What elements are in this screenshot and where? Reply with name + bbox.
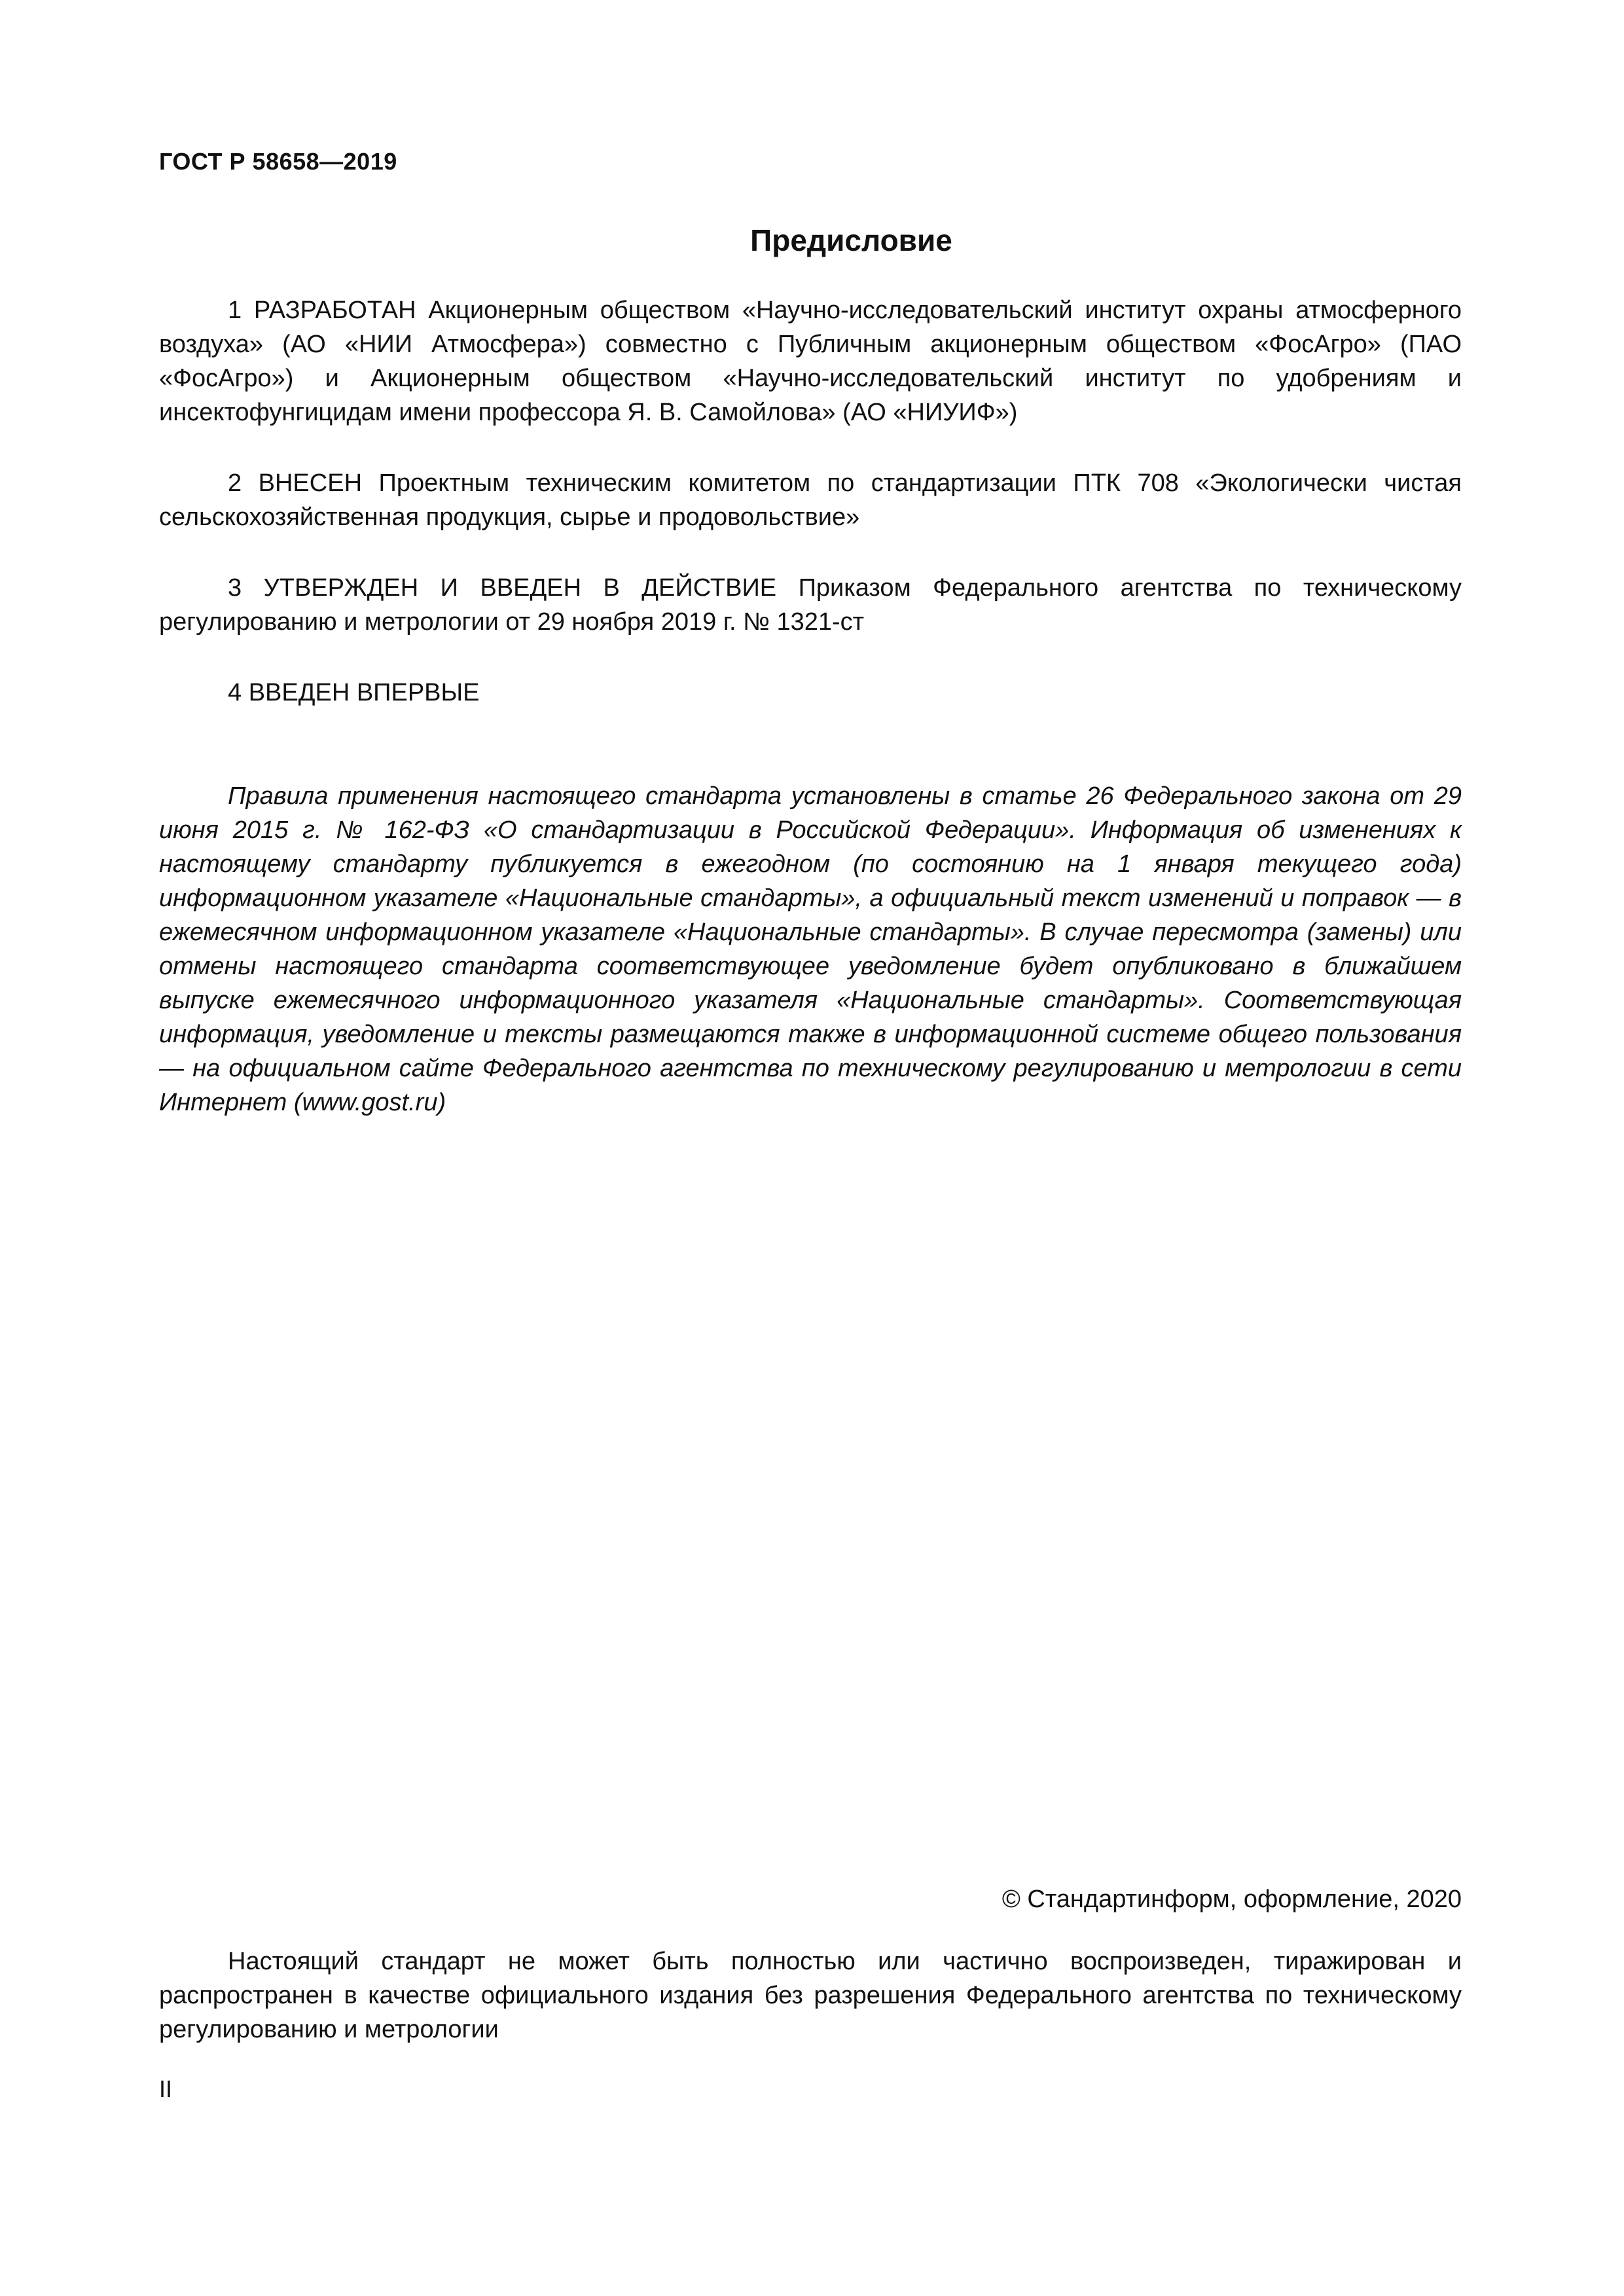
item-number: 3 <box>228 574 242 602</box>
item-number: 1 <box>228 297 242 324</box>
page-number: II <box>159 2075 173 2102</box>
item-lead: ВВЕДЕН ВПЕРВЫЕ <box>248 679 480 706</box>
foreword-items <box>159 293 1462 746</box>
copyright-line: © Стандартинформ, оформление, 2020 <box>1001 1886 1462 1913</box>
item-lead: РАЗРАБОТАН <box>253 297 416 324</box>
foreword-item-4 <box>159 676 1462 710</box>
reproduction-notice: Настоящий стандарт не может быть полностью или частично воспроизведен, тиражирован и распространен в качестве официального издания без разрешения Федерального агентства по техническому регулированию и метрологии <box>159 1948 1462 2043</box>
foreword-item-1 <box>159 293 1462 429</box>
foreword-item-3 <box>159 571 1462 639</box>
item-text: Приказом Федерального агентства по техническому регулированию и метрологии от 29 ноября 2019 г. № 1321-ст <box>159 574 1462 636</box>
application-rules-note: Правила применения настоящего стандарта установлены в статье 26 Федерального закона от 29 июня 2015 г. № 162-ФЗ «О стандартизации в Российской Федерации». Информация об изменениях к настоящему стандарту публикуется в ежегодном (по состоянию на 1 января текущего года) информационном указателе «Национальные стандарты», а официальный текст изменений и поправок — в ежемесячном информационном указателе «Национальные стандарты». В случае пересмотра (замены) или отмены настоящего стандарта соответствующее уведомление будет опубликовано в ближайшем выпуске ежемесячного информационного указателя «Национальные стандарты». Соответствующая информация, уведомление и тексты размещаются также в информационной системе общего пользования — на официальном сайте Федерального агентства по техническому регулированию и метрологии в сети Интернет (www.gost.ru) <box>159 782 1462 1116</box>
standard-code: ГОСТ Р 58658—2019 <box>159 148 397 175</box>
foreword-item-2 <box>159 466 1462 534</box>
item-lead: УТВЕРЖДЕН И ВВЕДЕН В ДЕЙСТВИЕ <box>263 574 777 602</box>
item-lead: ВНЕСЕН <box>258 469 363 497</box>
item-text: Акционерным обществом «Научно-исследовательский институт охраны атмосферного воздуха» (АО «НИИ Атмосфера») совместно с Публичным акционерным обществом «ФосАгро» (ПАО «ФосАгро») и Акционерным обществом «Научно-исследовательский институт по удобрениям и инсектофунгицидам имени профессора Я. В. Самойлова» (АО «НИУИФ») <box>159 297 1462 426</box>
item-text: Проектным техническим комитетом по стандартизации ПТК 708 «Экологически чистая сельскохозяйственная продукция, сырье и продовольствие» <box>159 469 1462 531</box>
item-number: 2 <box>228 469 242 497</box>
item-number: 4 <box>228 679 242 706</box>
page-title: Предисловие <box>750 223 952 257</box>
